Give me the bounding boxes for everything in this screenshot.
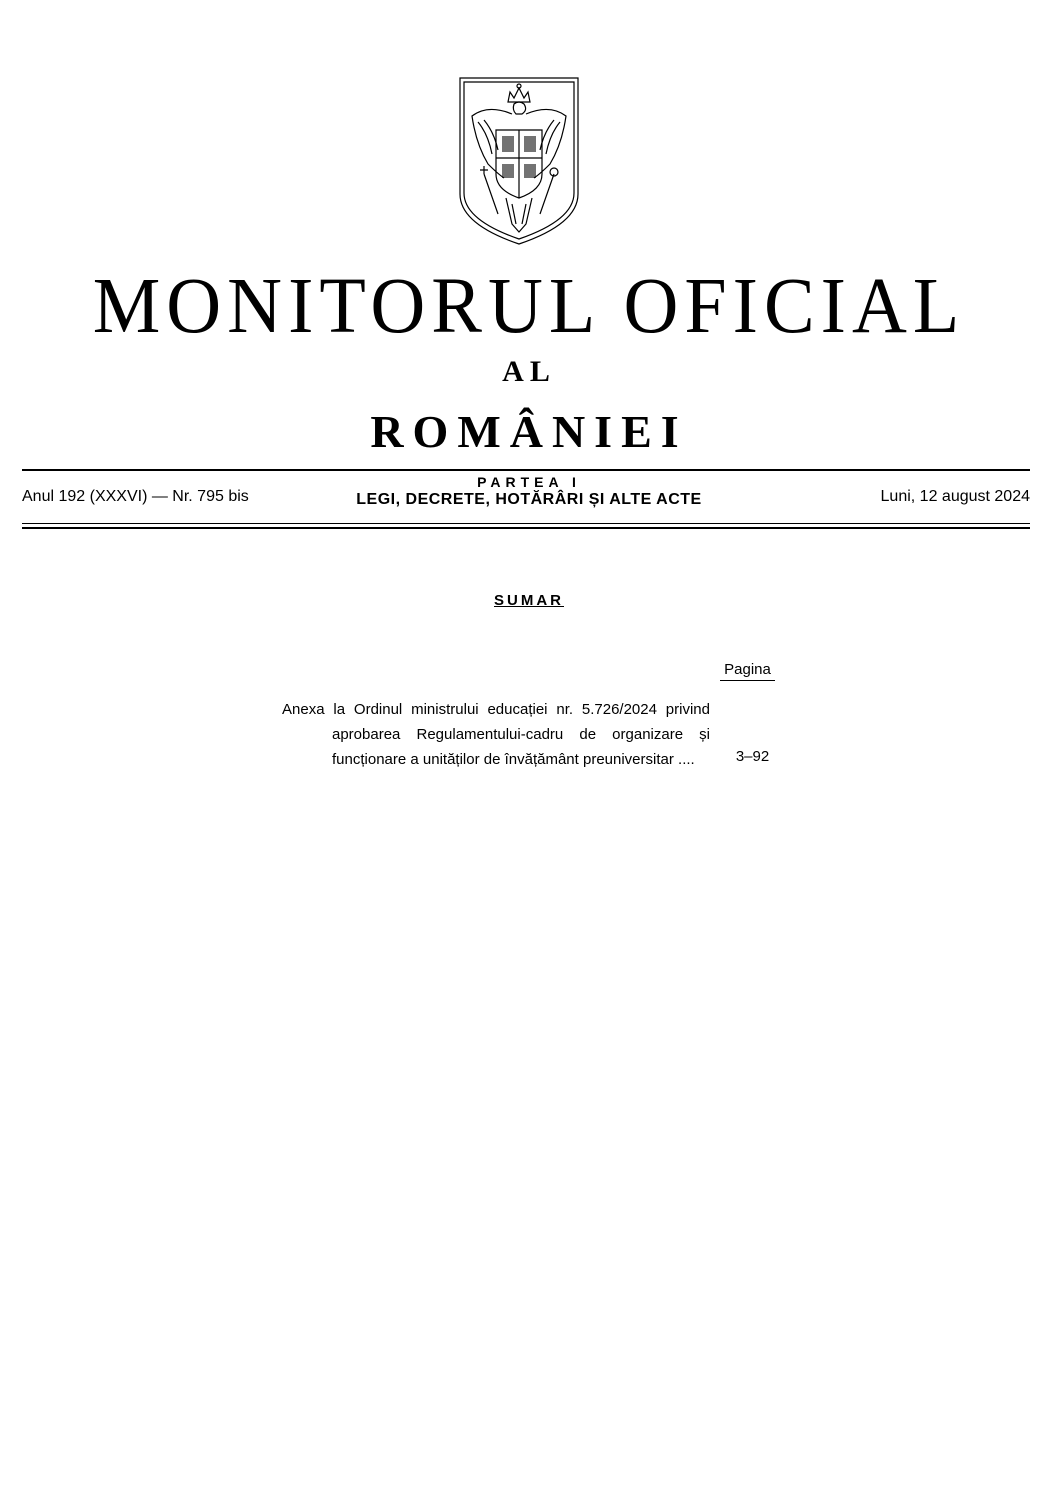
- issue-date: Luni, 12 august 2024: [880, 488, 1030, 505]
- part-subtitle: LEGI, DECRETE, HOTĂRÂRI ȘI ALTE ACTE: [356, 491, 702, 508]
- coat-of-arms-icon: [458, 74, 580, 246]
- summary-entry-pages: 3–92: [735, 748, 770, 765]
- summary-entry-line: Anexa la Ordinul ministrului educației nr. 5.726/2024 privind: [282, 701, 710, 718]
- part-label: PARTEA I: [477, 474, 581, 490]
- header-bottom-rule-thin: [22, 523, 1030, 524]
- page-column-label: Pagina: [720, 660, 775, 681]
- summary-entry-line: funcționare a unităților de învățământ preuniversitar ....: [332, 751, 695, 768]
- summary-heading: SUMAR: [494, 592, 564, 609]
- masthead-title: MONITORUL OFICIAL: [92, 261, 966, 351]
- masthead-connector: AL: [502, 355, 556, 388]
- summary-entry[interactable]: [282, 697, 710, 772]
- masthead-country: ROMÂNIEI: [370, 406, 688, 457]
- summary-entry-line: aprobarea Regulamentului-cadru de organizare și: [332, 726, 710, 743]
- issue-number: Anul 192 (XXXVI) — Nr. 795 bis: [22, 488, 249, 505]
- header-bottom-rule-thick: [22, 527, 1030, 529]
- header-top-rule: [22, 469, 1030, 471]
